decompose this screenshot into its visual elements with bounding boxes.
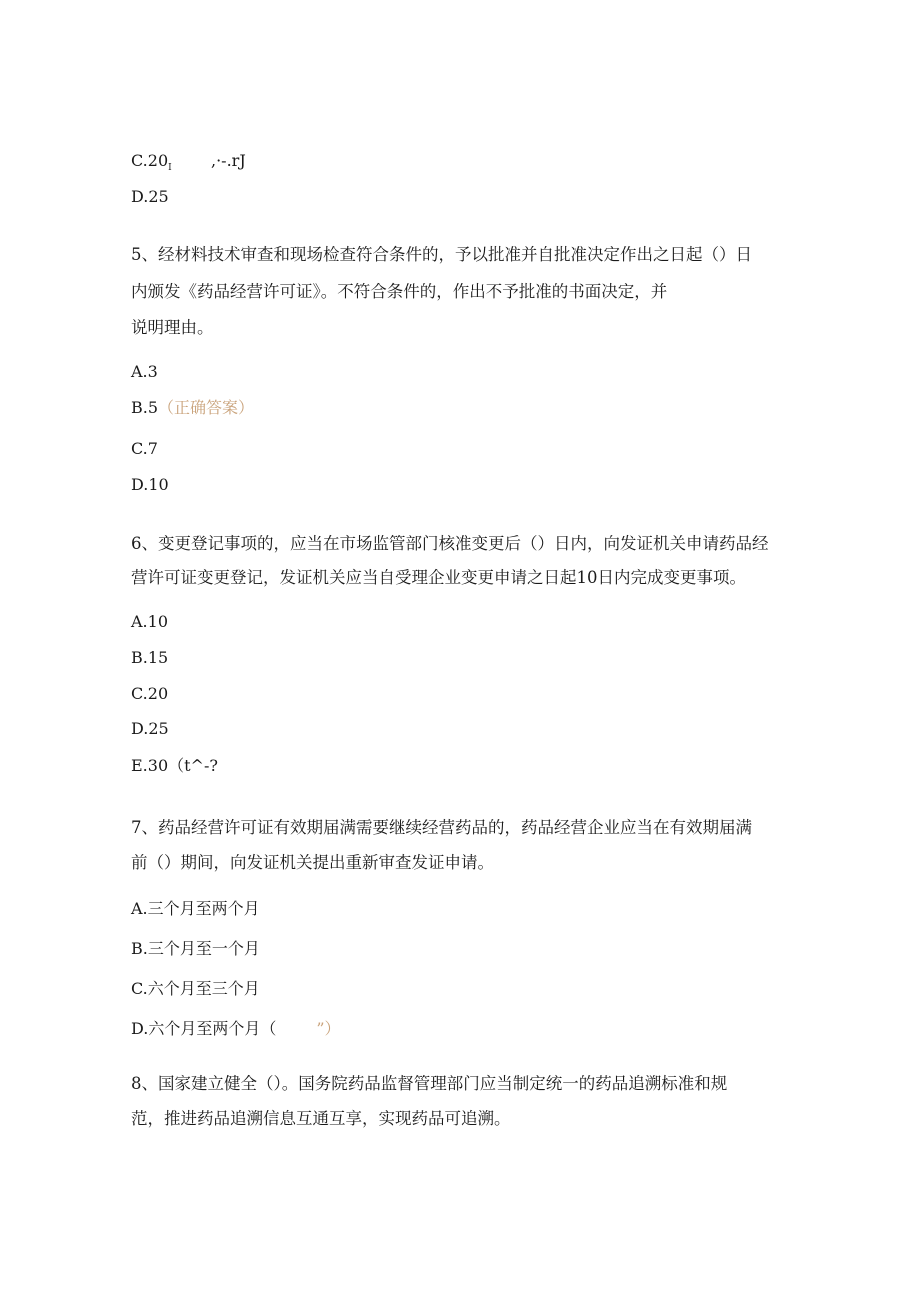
q5-stem-line2: 内颁发《药品经营许可证》。不符合条件的，作出不予批准的书面决定，并	[131, 282, 668, 301]
q7-option-d-text: D.六个月至两个月	[131, 1019, 261, 1038]
q7-option-d	[131, 1019, 341, 1039]
q8-stem-line2: 范，推进药品追溯信息互通互享，实现药品可追溯。	[131, 1109, 511, 1128]
q5-stem-line1: 5、经材料技术审查和现场检查符合条件的，予以批准并自批准决定作出之日起（）日	[131, 245, 752, 264]
q5-option-d: D.10	[131, 475, 169, 494]
q4-option-c-text: C.20	[131, 151, 169, 170]
q4-option-c-sub: I	[168, 163, 172, 174]
q5-correct-answer-tag: （正确答案）	[158, 398, 255, 417]
q4-option-c-noise: ,·-.rJ	[211, 151, 246, 170]
q7-option-b: B.三个月至一个月	[131, 939, 260, 958]
q7-stem-line1: 7、药品经营许可证有效期届满需要继续经营药品的，药品经营企业应当在有效期届满	[131, 818, 752, 837]
q7-option-d-close: ”）	[316, 1019, 341, 1038]
q5-option-c: C.7	[131, 439, 158, 458]
q6-option-d: D.25	[131, 719, 169, 738]
q4-option-d: D.25	[131, 187, 169, 206]
q6-option-e-text: E.30	[131, 756, 169, 775]
q6-stem-line2: 营许可证变更登记，发证机关应当自受理企业变更申请之日起10日内完成变更事项。	[131, 568, 746, 587]
q6-option-c: C.20	[131, 684, 169, 703]
q5-option-b-text: B.5	[131, 398, 159, 417]
q8-stem-line1: 8、国家建立健全（）。国务院药品监督管理部门应当制定统一的药品追溯标准和规	[131, 1074, 728, 1093]
q7-option-a: A.三个月至两个月	[131, 899, 260, 918]
q6-option-a: A.10	[131, 612, 168, 631]
q7-stem-line2: 前（）期间，向发证机关提出重新审查发证申请。	[131, 853, 494, 872]
q6-option-e	[131, 756, 218, 776]
q7-option-d-open: （	[260, 1019, 277, 1038]
q6-stem-line1: 6、变更登记事项的，应当在市场监管部门核准变更后（）日内，向发证机关申请药品经	[131, 534, 769, 553]
q6-option-b: B.15	[131, 648, 169, 667]
q6-option-e-noise: （t^-?	[168, 756, 218, 775]
q7-option-c: C.六个月至三个月	[131, 979, 260, 998]
q5-stem-line3: 说明理由。	[131, 318, 214, 337]
q4-option-c	[131, 151, 246, 178]
q5-option-b	[131, 398, 254, 418]
q5-option-a: A.3	[131, 362, 158, 381]
